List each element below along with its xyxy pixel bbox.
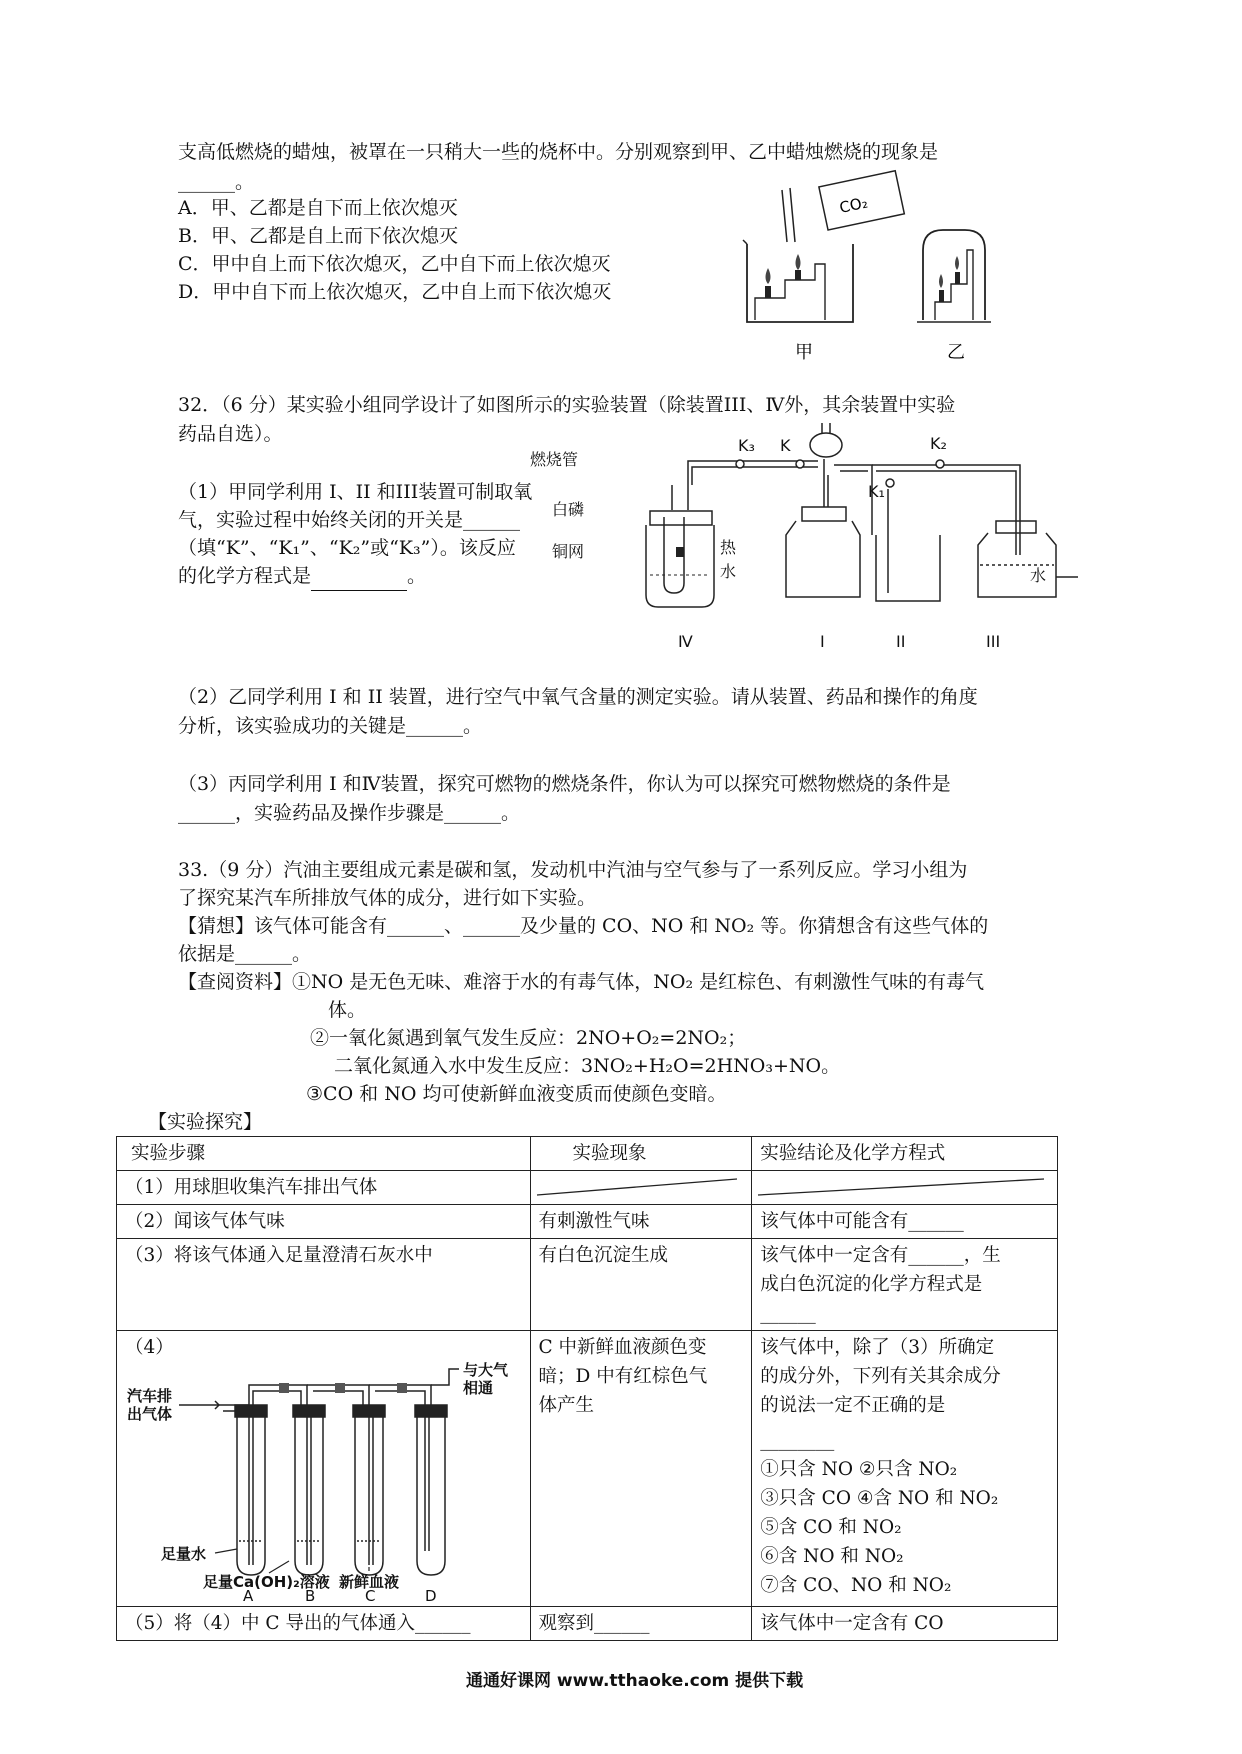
q32-part1-line4-end: 。 [407,565,427,587]
q33-explore-title: 【实验探究】 [148,1111,263,1133]
row4-phenomena-a: C 中新鲜血液颜色变 [538,1337,707,1358]
header-steps: 实验步骤 [117,1137,531,1171]
q32-part2-line2: 分析，该实验成功的关键是______。 [178,715,483,737]
label-i: I [820,632,825,651]
q33-info-line3: 二氧化氮通入水中发生反应：3NO₂+H₂O=2HNO₃+NO。 [334,1055,841,1077]
q33-info-line1b: 体。 [328,999,367,1021]
label-k1: K₁ [868,482,885,501]
test-tube-apparatus [119,1361,519,1605]
row3-conclusion [752,1239,1058,1331]
table-row [117,1331,1058,1607]
row4-conclusion [752,1331,1058,1607]
q32-part2-line1: （2）乙同学利用 I 和 II 装置，进行空气中氧气含量的测定实验。请从装置、药品和操作的角度 [178,686,978,708]
label-tube-c: C [365,1587,376,1605]
table-row [117,1607,1058,1641]
row3-step: （3）将该气体通入足量澄清石灰水中 [117,1239,531,1331]
row4-conclusion-b: 的成分外，下列有关其余成分 [760,1366,1001,1387]
header-phenomena: 实验现象 [530,1137,752,1171]
row5-step: （5）将（4）中 C 导出的气体通入______ [117,1607,531,1641]
q32-part3-line1: （3）丙同学利用 I 和Ⅳ装置，探究可燃物的燃烧条件，你认为可以探究可燃物燃烧的条件是 [178,773,951,795]
row4-conclusion-c: 的说法一定不正确的是 [760,1395,946,1416]
row1-conclusion-slash [752,1171,1058,1205]
q31-option-d: D．甲中自下而上依次熄灭，乙中自上而下依次熄灭 [178,281,612,303]
label-iv: Ⅳ [678,632,693,651]
label-out2: 相通 [463,1379,494,1397]
row3-conclusion-c: ______ [760,1303,816,1324]
q33-info-line4: ③CO 和 NO 均可使新鲜血液变质而使颜色变暗。 [306,1083,727,1105]
q33-info-line2: ②一氧化氮遇到氧气发生反应：2NO+O₂=2NO₂； [310,1027,747,1049]
label-k: K [780,436,791,455]
label-bailin: 白磷 [552,500,585,519]
label-tube-b: B [305,1587,316,1605]
table-header-row [117,1137,1058,1171]
label-shui: 水 [720,562,737,581]
header-conclusion: 实验结论及化学方程式 [752,1137,1058,1171]
label-k2: K₂ [930,434,947,453]
q32-intro-line2: 药品自选）。 [178,423,283,445]
label-ranshaoguan: 燃烧管 [530,450,579,469]
label-yi: 乙 [947,342,965,363]
experiment-table [116,1136,1058,1641]
apparatus-figure [530,425,1060,655]
row3-conclusion-a: 该气体中一定含有______，生 [760,1245,1001,1266]
q31-line1: 支高低燃烧的蜡烛，被罩在一只稍大一些的烧杯中。分别观察到甲、乙中蜡烛燃烧的现象是 [178,141,939,163]
q32-part1-line4 [178,562,426,591]
q33-guess-line1: 【猜想】该气体可能含有______、______及少量的 CO、NO 和 NO₂ 等。你猜想含有这些气体的 [178,915,989,937]
label-out1: 与大气 [463,1361,509,1379]
label-tube-d: D [425,1587,437,1605]
q33-info-line1: 【查阅资料】①NO 是无色无味、难溶于水的有毒气体，NO₂ 是红棕色、有刺激性气味的有毒气 [178,971,985,993]
label-in2: 出气体 [127,1405,173,1423]
row4-phenomena-c: 体产生 [538,1395,595,1416]
q32-part1-line1: （1）甲同学利用 I、II 和III装置可制取氧 [178,481,533,503]
row2-conclusion: 该气体中可能含有______ [752,1205,1058,1239]
row4-conclusion-a: 该气体中，除了（3）所确定 [760,1337,995,1358]
row4-step-label: （4） [125,1337,174,1358]
row3-conclusion-b: 成白色沉淀的化学方程式是 [760,1274,983,1295]
table-row [117,1171,1058,1205]
row4-phenomena [530,1331,752,1607]
q33-guess-line2: 依据是______。 [178,943,312,965]
q31-option-a: A．甲、乙都是自下而上依次熄灭 [178,197,458,219]
label-jia: 甲 [795,342,813,363]
table-row [117,1205,1058,1239]
row5-conclusion: 该气体中一定含有 CO [752,1607,1058,1641]
footer-source: 通通好课网 www.tthaoke.com 提供下载 [466,1671,804,1691]
label-water: 足量水 [161,1545,207,1563]
label-shui2: 水 [1030,566,1047,585]
candle-beaker-figure [725,180,1015,370]
row4-step [117,1331,531,1607]
row4-phenomena-b: 暗；D 中有红棕色气 [538,1366,708,1387]
label-blood: 新鲜血液 [339,1573,400,1591]
q32-intro-line1: 32．（6 分）某实验小组同学设计了如图所示的实验装置（除装置III、Ⅳ外，其余装置中实验 [178,394,956,416]
co2-label: CO₂ [837,193,870,217]
q31-line2: ______。 [178,171,255,193]
row3-phenomena: 有白色沉淀生成 [530,1239,752,1331]
q33-line1: 33.（9 分）汽油主要组成元素是碳和氢，发动机中汽油与空气参与了一系列反应。学习小组为 [178,859,968,881]
q32-part1-line3: （填“K”、“K₁”、“K₂”或“K₃”）。该反应 [178,537,516,559]
row4-option-1: ①只含 NO ②只含 NO₂ [760,1459,958,1480]
row2-phenomena: 有刺激性气味 [530,1205,752,1239]
row4-conclusion-d: ________ [760,1430,835,1451]
label-iii: III [986,632,1001,651]
label-caoh: 足量Ca(OH)₂溶液 [203,1573,330,1591]
q32-part3-line2: ______，实验药品及操作步骤是______。 [178,802,521,824]
label-tube-a: A [243,1587,254,1605]
row4-option-4: ⑥含 NO 和 NO₂ [760,1546,904,1567]
row1-phenomena-slash [530,1171,752,1205]
row4-option-3: ⑤含 CO 和 NO₂ [760,1517,902,1538]
row4-option-5: ⑦含 CO、NO 和 NO₂ [760,1575,952,1596]
answer-blank [311,562,407,591]
q33-line2: 了探究某汽车所排放气体的成分，进行如下实验。 [178,887,597,909]
label-ii: II [896,632,906,651]
row1-step: （1）用球胆收集汽车排出气体 [117,1171,531,1205]
table-row [117,1239,1058,1331]
label-tongwang: 铜网 [552,542,585,561]
row4-option-2: ③只含 CO ④含 NO 和 NO₂ [760,1488,999,1509]
q31-option-c: C．甲中自上而下依次熄灭，乙中自下而上依次熄灭 [178,253,611,275]
label-in1: 汽车排 [127,1387,173,1405]
row2-step: （2）闻该气体气味 [117,1205,531,1239]
label-re: 热 [720,538,737,557]
q32-part1-line2: 气，实验过程中始终关闭的开关是______ [178,509,521,531]
row5-phenomena: 观察到______ [530,1607,752,1641]
q32-part1-line4-text: 的化学方程式是 [178,565,312,587]
label-k3: K₃ [738,436,755,455]
q31-option-b: B．甲、乙都是自上而下依次熄灭 [178,225,458,247]
